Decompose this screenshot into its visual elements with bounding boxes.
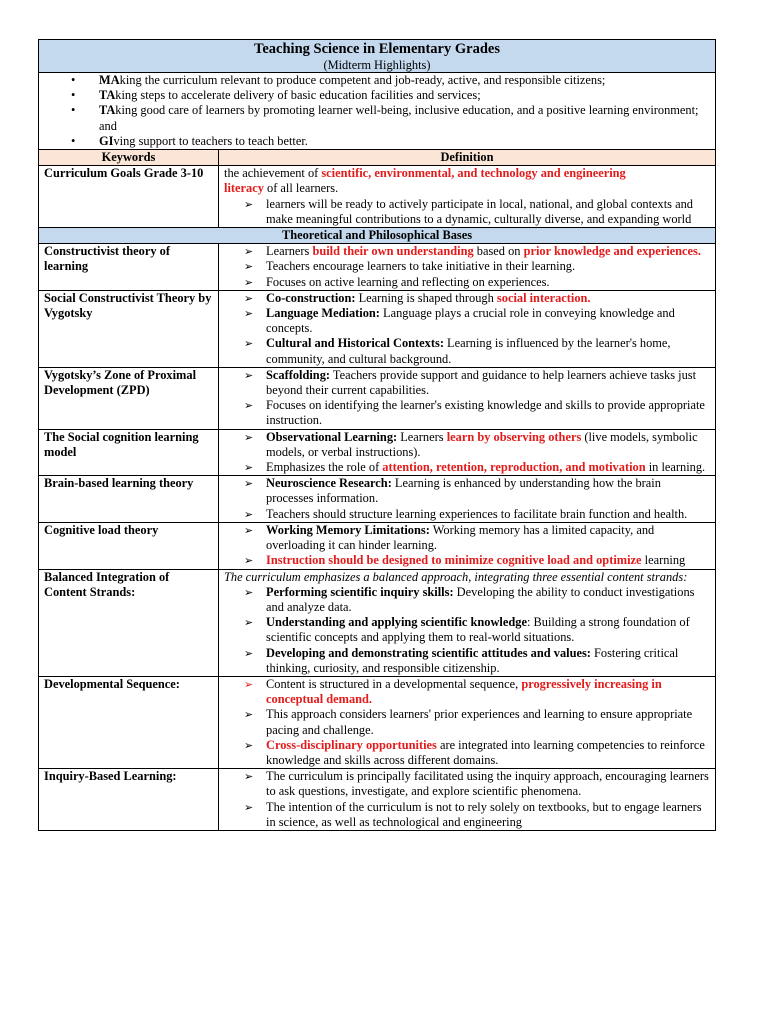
- list-item: ➢ Learners build their own understanding based on prior knowledge and experiences.: [266, 244, 710, 259]
- definition-cell: [219, 569, 716, 676]
- page-title: Teaching Science in Elementary Grades: [254, 41, 500, 57]
- definition-cell: [219, 676, 716, 768]
- keyword-cell: Developmental Sequence:: [39, 676, 219, 768]
- list-item: ➢ Cultural and Historical Contexts: Learning is influenced by the learner's home, community, and cultural background.: [266, 336, 710, 366]
- table-row: [39, 476, 716, 523]
- definition-cell: [219, 166, 716, 228]
- list-item: ➢ The intention of the curriculum is not to rely solely on textbooks, but to engage learners in science, as well as technological and engineering: [266, 800, 710, 830]
- keyword-cell: Constructivist theory of learning: [39, 244, 219, 291]
- list-item: ➢ Developing and demonstrating scientific attitudes and values: Fostering critical thinking, curiosity, and responsible citizenship.: [266, 646, 710, 676]
- bullet-list: [224, 197, 710, 227]
- intro-item: • TAking steps to accelerate delivery of basic education facilities and services;: [99, 88, 711, 103]
- definition-cell: [219, 522, 716, 569]
- document-page: [38, 39, 716, 831]
- table-row: [39, 569, 716, 676]
- table-row: [39, 429, 716, 476]
- list-item: ➢ Observational Learning: Learners learn by observing others (live models, symbolic models, or verbal instructions).: [266, 430, 710, 460]
- list-item: ➢ learners will be ready to actively participate in local, national, and global contexts and make meaningful contributions to a dynamic, culturally diverse, and expanding world: [266, 197, 710, 227]
- list-item: ➢ Teachers should structure learning experiences to facilitate brain function and health.: [266, 507, 710, 522]
- keyword-cell: The Social cognition learning model: [39, 429, 219, 476]
- list-item: ➢ Co-construction: Learning is shaped through social interaction.: [266, 291, 710, 306]
- definition-cell: [219, 476, 716, 523]
- table-row: [39, 290, 716, 367]
- list-item: ➢ Focuses on identifying the learner's existing knowledge and skills to provide appropriate instruction.: [266, 398, 710, 428]
- list-item: ➢ Neuroscience Research: Learning is enhanced by understanding how the brain processes information.: [266, 476, 710, 506]
- definition-cell: [219, 769, 716, 831]
- list-item: ➢ Performing scientific inquiry skills: Developing the ability to conduct investigations and analyze data.: [266, 585, 710, 615]
- bullet-list: [224, 244, 710, 290]
- intro-list: [43, 73, 711, 149]
- keyword-cell: Social Constructivist Theory by Vygotsky: [39, 290, 219, 367]
- table-row: [39, 676, 716, 768]
- keywords-header: Keywords: [39, 150, 219, 166]
- bullet-list: [224, 291, 710, 367]
- keyword-cell: Cognitive load theory: [39, 522, 219, 569]
- section-title: Theoretical and Philosophical Bases: [39, 228, 716, 244]
- keyword-cell: Balanced Integration of Content Strands:: [39, 569, 219, 676]
- definition-cell: [219, 290, 716, 367]
- definition-cell: [219, 244, 716, 291]
- intro-row: [39, 73, 716, 150]
- intro-cell: [39, 73, 716, 150]
- table-row: [39, 522, 716, 569]
- list-item: ➢ Language Mediation: Language plays a crucial role in conveying knowledge and concepts.: [266, 306, 710, 336]
- page-subtitle: (Midterm Highlights): [323, 58, 431, 72]
- list-item: ➢ Teachers encourage learners to take initiative in their learning.: [266, 259, 710, 274]
- definition-header: Definition: [219, 150, 716, 166]
- definition-cell: [219, 429, 716, 476]
- table-row: [39, 367, 716, 429]
- section-header-row: [39, 228, 716, 244]
- intro-text: king steps to accelerate delivery of basic education facilities and services;: [115, 88, 481, 103]
- list-item: ➢ The curriculum is principally facilitated using the inquiry approach, encouraging learners to ask questions, investigate, and explore scientific phenomena.: [266, 769, 710, 799]
- definition-text: the achievement of scientific, environmental, and technology and engineering literacy of all learners.: [224, 166, 626, 196]
- table-row: [39, 244, 716, 291]
- bullet-list: [224, 476, 710, 522]
- keyword-cell: Brain-based learning theory: [39, 476, 219, 523]
- list-item: ➢ Focuses on active learning and reflecting on experiences.: [266, 275, 710, 290]
- list-item: ➢ Scaffolding: Teachers provide support and guidance to help learners achieve tasks just beyond their current capabilities.: [266, 368, 710, 398]
- definition-cell: [219, 367, 716, 429]
- list-item: ➢ This approach considers learners' prior experiences and learning to ensure appropriate pacing and challenge.: [266, 707, 710, 737]
- title-row: [39, 40, 716, 73]
- intro-item: • MAking the curriculum relevant to produce competent and job-ready, active, and responsible citizens;: [99, 73, 711, 88]
- notes-table: [38, 39, 716, 831]
- intro-item: • GIving support to teachers to teach better.: [99, 134, 711, 149]
- definition-lead: The curriculum emphasizes a balanced approach, integrating three essential content strands:: [224, 569, 688, 584]
- bullet-list: [224, 769, 710, 830]
- list-item: ➢ Emphasizes the role of attention, retention, reproduction, and motivation in learning.: [266, 460, 710, 475]
- intro-item: • TAking good care of learners by promoting learner well-being, inclusive education, and a positive learning environment; and: [99, 103, 711, 133]
- table-row: [39, 166, 716, 228]
- list-item: ➢ Understanding and applying scientific knowledge: Building a strong foundation of scientific concepts and applying them to real-world situations.: [266, 615, 710, 645]
- title-cell: [39, 40, 716, 73]
- list-item: ➢ Content is structured in a developmental sequence, progressively increasing in conceptual demand.: [266, 677, 710, 707]
- list-item: ➢ Cross-disciplinary opportunities are integrated into learning competencies to reinforce knowledge and skills across different domains.: [266, 738, 710, 768]
- bullet-list: [224, 430, 710, 476]
- intro-text: ving support to teachers to teach better.: [113, 133, 308, 148]
- list-item: ➢ Instruction should be designed to minimize cognitive load and optimize learning: [266, 553, 710, 568]
- intro-text: king the curriculum relevant to produce competent and job-ready, active, and responsible citizens;: [119, 73, 606, 87]
- bullet-list: [224, 523, 710, 569]
- column-header-row: [39, 150, 716, 166]
- bullet-list: [224, 585, 710, 676]
- table-row: [39, 769, 716, 831]
- keyword-cell: Curriculum Goals Grade 3-10: [39, 166, 219, 228]
- keyword-cell: Vygotsky’s Zone of Proximal Development (ZPD): [39, 367, 219, 429]
- keyword-cell: Inquiry-Based Learning:: [39, 769, 219, 831]
- bullet-list: [224, 677, 710, 768]
- intro-text: king good care of learners by promoting learner well-being, inclusive education, and a positive learning environment; and: [99, 103, 699, 133]
- list-item: ➢ Working Memory Limitations: Working memory has a limited capacity, and overloading it can hinder learning.: [266, 523, 710, 553]
- bullet-list: [224, 368, 710, 429]
